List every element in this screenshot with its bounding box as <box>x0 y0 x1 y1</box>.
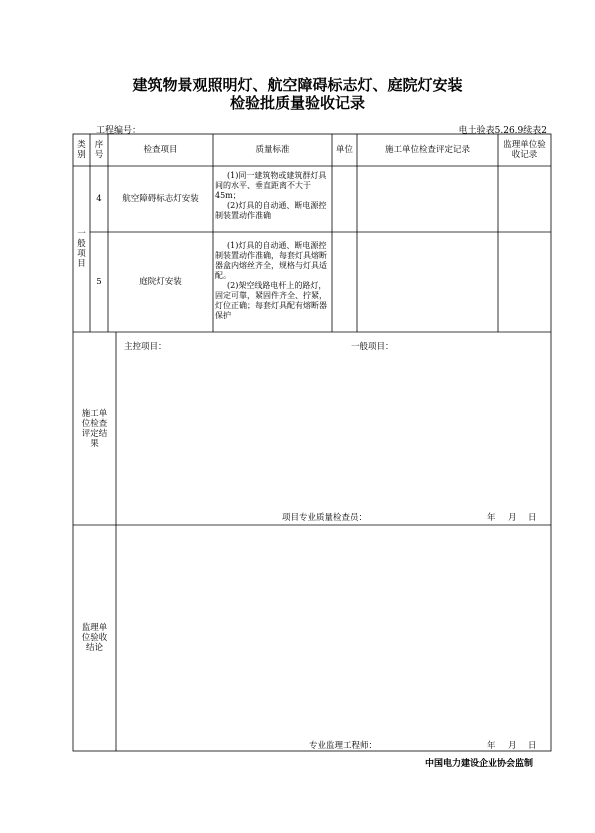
header-category-text: 类别 <box>77 140 86 160</box>
contractor-section-label <box>73 332 116 525</box>
footer-issuer: 中国电力建设企业协会监制 <box>424 759 533 769</box>
supervisor-section-label <box>73 525 116 751</box>
contractor-date-year: 年 <box>487 513 496 523</box>
header-unit: 单位 <box>335 144 353 155</box>
engineer-label: 专业监理工程师： <box>309 741 378 751</box>
header-category <box>73 134 90 166</box>
row-5-standard-1: (1)灯具的自动通、断电源控制装置动作准确，每套灯具熔断器盒内熔丝齐全，规格与灯具适配。 <box>215 241 327 280</box>
project-no-label: 工程编号： <box>96 126 142 136</box>
header-contractor-record: 施工单位检查评定记录 <box>384 144 470 155</box>
header-item: 检查项目 <box>143 144 178 155</box>
header-seq-text: 序号 <box>94 140 104 160</box>
contractor-date-month: 月 <box>508 513 517 523</box>
row-5-standard <box>213 240 332 322</box>
row-5-standard-2: (2)架空线路电杆上的路灯，固定可靠，紧固件齐全、拧紧，灯位正确；每套灯具配有熔断器保护 <box>215 281 327 320</box>
form-subtitle: 检验批质量验收记录 <box>229 94 365 112</box>
general-items-label: 一般项目： <box>351 342 394 352</box>
row-4-seq: 4 <box>96 193 102 204</box>
category-general-text: 一般项目 <box>77 229 86 269</box>
contractor-section-label-text: 施工单位检查评定结果 <box>81 408 108 449</box>
supervisor-date-month: 月 <box>508 741 517 751</box>
row-4-item: 航空障碍标志灯安装 <box>122 193 199 204</box>
supervisor-date-year: 年 <box>487 741 496 751</box>
form-title: 建筑物景观照明灯、航空障碍标志灯、庭院灯安装 <box>132 76 463 94</box>
row-5-item: 庭院灯安装 <box>139 276 182 287</box>
header-standard: 质量标准 <box>255 144 290 155</box>
supervisor-section-label-text: 监理单位验收结论 <box>81 623 108 653</box>
contractor-date-day: 日 <box>528 513 537 523</box>
form-code: 电土验表5.26.9续表2 <box>458 126 547 136</box>
row-4-standard-2: (2)灯具的自动通、断电源控制装置动作准确 <box>215 201 327 220</box>
category-general <box>73 166 90 332</box>
row-4-standard <box>213 170 332 222</box>
header-supervisor-record: 监理单位验收记录 <box>503 139 546 160</box>
header-seq <box>90 134 108 166</box>
main-items-label: 主控项目： <box>124 342 167 352</box>
supervisor-date-day: 日 <box>528 741 537 751</box>
inspector-label: 项目专业质量检查员： <box>282 513 368 523</box>
row-4-standard-1: (1)同一建筑物或建筑群灯具间的水平、垂直距离不大于45m； <box>215 171 327 200</box>
row-5-seq: 5 <box>96 276 102 287</box>
